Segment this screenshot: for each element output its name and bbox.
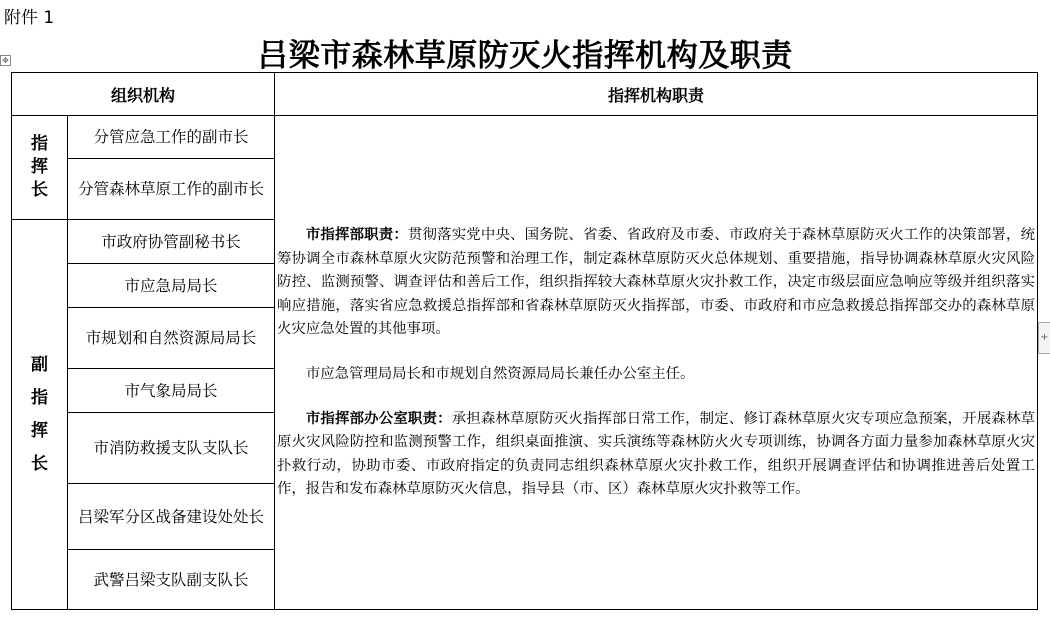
deputy-char: 指 (31, 387, 48, 408)
deputy-char: 长 (31, 453, 48, 474)
org-cell: 市消防救援支队支队长 (68, 413, 275, 484)
duty-label: 市指挥部职责： (305, 226, 408, 244)
deputy-group-label (12, 220, 68, 610)
org-cell: 分管应急工作的副市长 (68, 116, 275, 159)
deputy-char: 挥 (31, 420, 48, 441)
duty-paragraph (277, 407, 1035, 502)
commander-group-label (12, 116, 68, 220)
org-cell: 武警吕梁支队副支队长 (68, 550, 275, 610)
command-structure-table (11, 72, 1038, 610)
duty-paragraph (277, 223, 1035, 341)
duty-text: 市应急管理局局长和市规划自然资源局局长兼任办公室主任。 (305, 365, 695, 382)
commander-char: 长 (31, 180, 48, 200)
side-expand-icon[interactable]: + (1038, 322, 1050, 354)
org-cell: 市规划和自然资源局局长 (68, 308, 275, 369)
deputy-char: 副 (31, 354, 48, 375)
duty-paragraph (277, 363, 1035, 386)
duty-cell (275, 116, 1038, 610)
duty-text: 承担森林草原防灭火指挥部日常工作，制定、修订森林草原火灾专项应急预案，开展森林草原火灾风险防控和监测预警工作，组织桌面推演、实兵演练等森林防火火专项训练，协调各方面力量参加森林草原火灾扑救行动，协助市委、市政府指定的负责同志组织森林草原火灾扑救工作，组织开展调查评估和协调推进善后处置工作，报告和发布森林草原防灭火信息，指导县（市、区）森林草原火灾扑救等工作。 (277, 410, 1035, 498)
duty-text: 贯彻落实党中央、国务院、省委、省政府及市委、市政府关于森林草原防灭火工作的决策部署，统筹协调全市森林草原火灾防范预警和治理工作，制定森林草原防灭火总体规划、重要措施，指导协调森林草原火灾风险防控、监测预警、调查评估和善后工作，组织指挥较大森林草原火灾扑救工作，决定市级层面应急响应等级并组织落实响应措施，落实省应急救援总指挥部和省森林草原防灭火指挥部，市委、市政府和市应急救援总指挥部交办的森林草原火灾应急处置的其他事项。 (277, 227, 1035, 338)
org-cell: 市政府协管副秘书长 (68, 220, 275, 264)
table-move-handle-icon[interactable]: ✥ (0, 55, 11, 66)
org-cell: 市气象局局长 (68, 369, 275, 413)
org-cell: 市应急局局长 (68, 264, 275, 308)
commander-char: 挥 (31, 157, 48, 177)
org-cell: 分管森林草原工作的副市长 (68, 159, 275, 220)
page-title: 吕梁市森林草原防灭火指挥机构及职责 (257, 38, 793, 74)
duty-label: 市指挥部办公室职责： (305, 409, 452, 427)
header-org: 组织机构 (12, 73, 275, 116)
appendix-label: 附件 1 (4, 8, 55, 28)
org-cell: 吕梁军分区战备建设处处长 (68, 484, 275, 550)
commander-char: 指 (31, 134, 48, 154)
header-duty: 指挥机构职责 (275, 73, 1038, 116)
